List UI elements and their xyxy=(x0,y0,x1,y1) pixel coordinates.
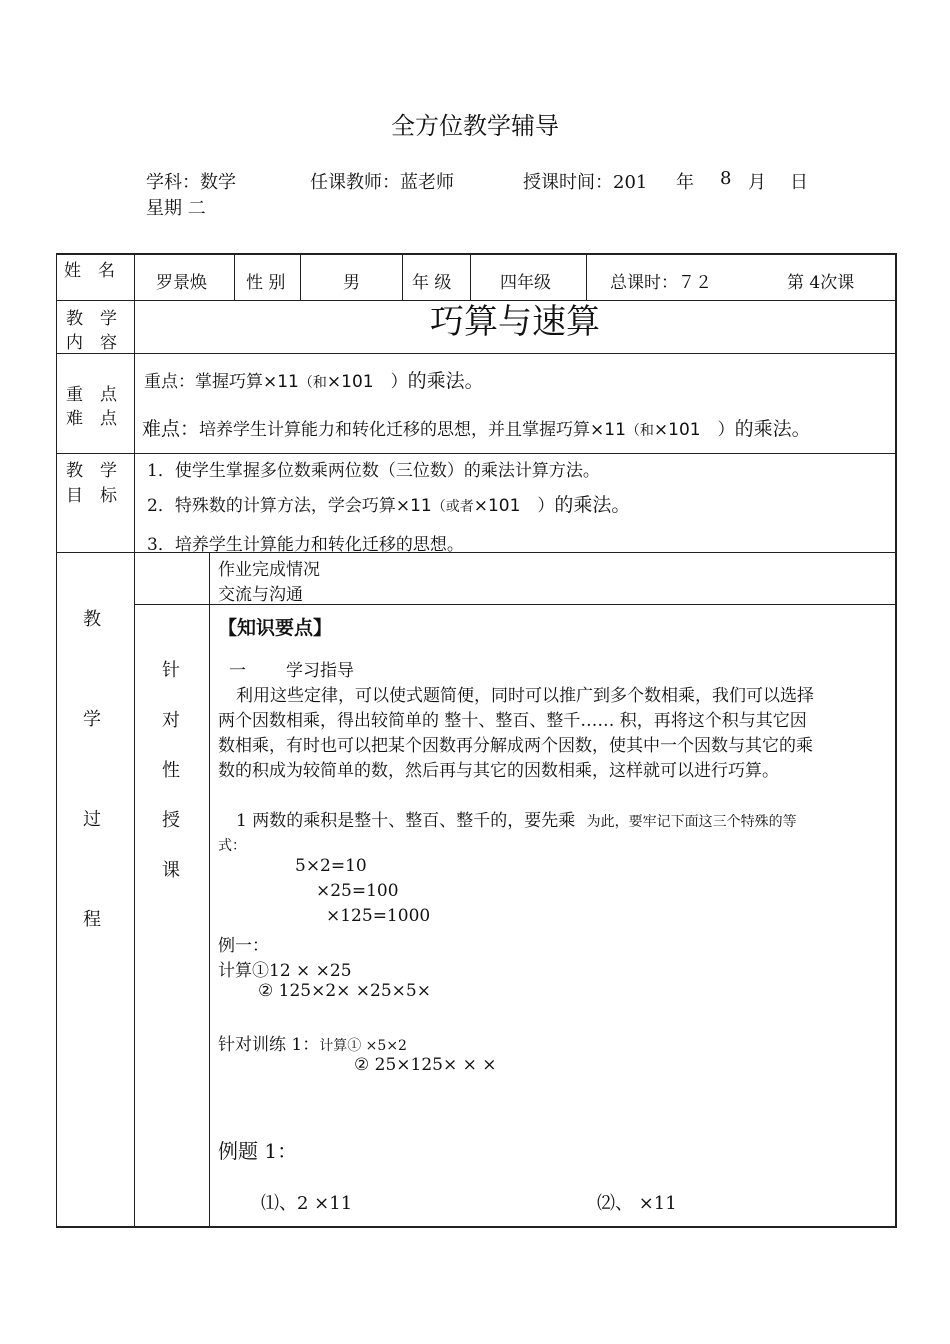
objective-2-prefix: 2．特殊数的计算方法，学会巧算 xyxy=(147,496,396,516)
key-point-x101: ×101 ） xyxy=(326,372,408,392)
point-1-main: 1 两数的乘积是整十、整百、整千的，要先乘 xyxy=(236,811,576,831)
total-hours: 总课时：７２ xyxy=(610,273,712,293)
year-unit: 年 xyxy=(676,172,694,193)
objective-2-x101: ×101 ） xyxy=(473,496,555,516)
targeted-char-5: 课 xyxy=(162,860,180,881)
content-label-bottom: 内 容 xyxy=(66,333,117,353)
equation-3: ×125=1000 xyxy=(326,906,431,926)
section-number: 一 xyxy=(229,661,246,681)
key-point-and: （和 xyxy=(298,375,327,391)
objective-2-suffix: 的乘法。 xyxy=(554,494,631,516)
practice-1-label: 针对训练 1： xyxy=(218,1035,320,1055)
objective-2-or: （或者 xyxy=(431,499,474,515)
lesson-time: 授课时间：201 xyxy=(523,172,648,193)
key-point-x11: ×11 xyxy=(263,372,299,392)
objectives-label-bottom: 目 标 xyxy=(66,486,117,506)
process-char-4: 程 xyxy=(83,909,101,930)
difficult-x101: ×101 ） xyxy=(653,420,735,440)
key-point-prefix: 重点：掌握巧算 xyxy=(144,372,263,392)
gender-value: 男 xyxy=(343,273,360,293)
objective-1: 1．使学生掌握多位数乘两位数（三位数）的乘法计算方法。 xyxy=(147,461,600,481)
name-value: 罗景焕 xyxy=(156,273,207,293)
grade-value: 四年级 xyxy=(500,273,551,293)
subject: 学科：数学 xyxy=(146,172,236,193)
key-point xyxy=(144,366,484,393)
practice-1-a: 计算① ×5×2 xyxy=(319,1038,407,1054)
objectives-label-top: 教 学 xyxy=(66,461,117,481)
example-1-a: 计算①12 × ×25 xyxy=(218,961,352,981)
content-label-top: 教 学 xyxy=(66,309,117,329)
objective-2-x11: ×11 xyxy=(395,496,432,516)
day-unit: 日 xyxy=(790,172,808,193)
example-item-2: ⑵、 ×11 xyxy=(597,1193,677,1214)
lesson-number: 第 4次课 xyxy=(787,273,855,293)
weekday: 星期 二 xyxy=(146,198,206,219)
difficult-point xyxy=(142,414,811,441)
key-label-bottom: 难 点 xyxy=(66,409,117,429)
example-title: 例题 1： xyxy=(218,1139,298,1163)
month-unit: 月 xyxy=(748,172,766,193)
point-1-continuation: 式： xyxy=(218,838,246,854)
key-label-top: 重 点 xyxy=(66,385,117,405)
knowledge-title: 【知识要点】 xyxy=(218,617,333,639)
targeted-char-1: 针 xyxy=(162,660,180,681)
topic-title: 巧算与速算 xyxy=(430,302,600,342)
section-title: 学习指导 xyxy=(286,661,354,681)
practice-1 xyxy=(218,1030,407,1055)
paragraph-line-2: 两个因数相乘，得出较简单的 整十、整百、整千…… 积，再将这个积与其它因 xyxy=(218,711,807,731)
paragraph-line-1: 利用这些定律，可以使式题简便，同时可以推广到多个数相乘，我们可以选择 xyxy=(236,686,814,706)
month: 8 xyxy=(720,168,732,189)
paragraph-line-4: 数的积成为较简单的数，然后再与其它的因数相乘，这样就可以进行巧算。 xyxy=(218,761,779,781)
key-point-suffix: 的乘法。 xyxy=(407,370,484,392)
difficult-and: （和 xyxy=(625,423,654,439)
example-1-b: ② 125×2× ×25×5× xyxy=(258,981,431,1001)
difficult-suffix: 的乘法。 xyxy=(734,418,811,440)
gender-label: 性 别 xyxy=(246,273,286,293)
example-item-1: ⑴、2 ×11 xyxy=(261,1193,353,1214)
targeted-char-4: 授 xyxy=(162,810,180,831)
point-1-note: 为此，要牢记下面这三个特殊的等 xyxy=(586,814,797,830)
name-label: 姓 名 xyxy=(64,261,115,281)
homework-status: 作业完成情况 xyxy=(218,560,320,580)
process-char-1: 教 xyxy=(83,609,101,630)
page-title: 全方位教学辅导 xyxy=(391,112,559,140)
grade-label: 年 级 xyxy=(412,273,452,293)
teacher: 任课教师：蓝老师 xyxy=(310,172,454,193)
targeted-char-2: 对 xyxy=(162,710,180,731)
difficult-text: 培养学生计算能力和转化迁移的思想，并且掌握巧算 xyxy=(199,420,591,440)
example-1-label: 例一： xyxy=(218,936,269,956)
process-char-2: 学 xyxy=(83,709,101,730)
practice-1-b: ② 25×125× × × xyxy=(354,1055,497,1075)
objective-2 xyxy=(147,490,630,517)
objective-3: 3．培养学生计算能力和转化迁移的思想。 xyxy=(147,535,464,555)
process-char-3: 过 xyxy=(83,809,101,830)
equation-2: ×25=100 xyxy=(316,881,399,901)
paragraph-line-3: 数相乘，有时也可以把某个因数再分解成两个因数，使其中一个因数与其它的乘 xyxy=(218,736,813,756)
equation-1: 5×2=10 xyxy=(295,856,367,876)
targeted-char-3: 性 xyxy=(162,760,180,781)
point-1 xyxy=(236,806,797,831)
difficult-x11: ×11 xyxy=(590,420,626,440)
difficult-prefix: 难点： xyxy=(142,418,200,440)
communication: 交流与沟通 xyxy=(218,585,303,605)
